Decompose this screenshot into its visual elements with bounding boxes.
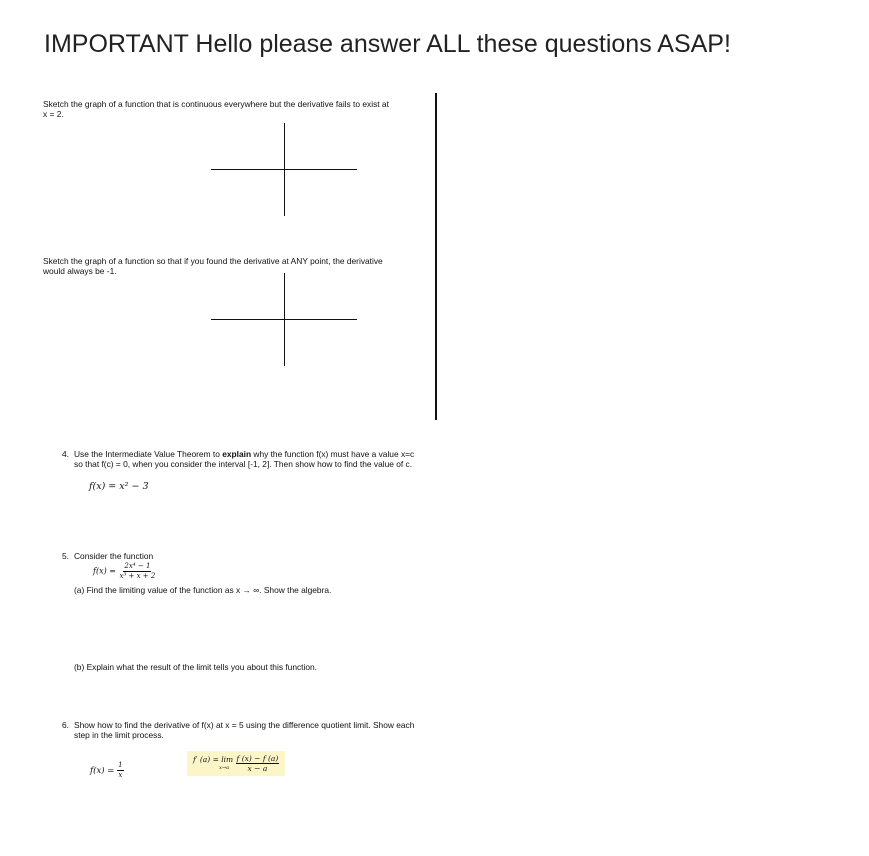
- question-6-denominator: x: [118, 771, 123, 779]
- question-5-part-a: (a) Find the limiting value of the function as x → ∞. Show the algebra.: [74, 585, 332, 595]
- question-2-axes: [211, 273, 357, 366]
- y-axis: [284, 123, 285, 216]
- question-5-formula-lhs: f(x) =: [93, 566, 116, 576]
- question-6-text: [62, 720, 422, 740]
- question-5-part-b: (b) Explain what the result of the limit tells you about this function.: [74, 662, 317, 672]
- question-1-text: [43, 99, 423, 119]
- question-2-line-1: Sketch the graph of a function so that if you found the derivative at ANY point, the derivative: [43, 256, 383, 266]
- derivative-definition-denominator: x − a: [247, 764, 268, 773]
- derivative-definition: [187, 751, 285, 776]
- question-4-line-1-end: why the function f(x) must have a value x=c: [251, 449, 415, 459]
- question-1-line-2: x = 2.: [43, 109, 64, 119]
- question-4-formula: f(x) = x² − 3: [89, 481, 149, 492]
- question-4-bold-word: explain: [222, 449, 252, 459]
- question-5-intro-text: Consider the function: [74, 551, 154, 561]
- question-4-line-1: [62, 449, 422, 459]
- vertical-divider: [435, 93, 437, 420]
- question-1-axes: [211, 123, 357, 216]
- question-6-numerator: 1: [118, 761, 123, 769]
- question-6-line-1-text: Show how to find the derivative of f(x) at x = 5 using the difference quotient limit. Show each: [74, 720, 415, 730]
- question-5-denominator: x³ + x + 2: [119, 572, 156, 580]
- question-5-numerator: 2x⁴ − 1: [124, 562, 151, 570]
- question-4-text: [62, 449, 422, 469]
- question-4-number: 4.: [62, 449, 69, 459]
- derivative-definition-lhs: f′ (a) = lim: [193, 754, 234, 764]
- page-title: IMPORTANT Hello please answer ALL these questions ASAP!: [44, 30, 731, 58]
- question-6-line-1: [62, 720, 422, 730]
- question-6-number: 6.: [62, 720, 69, 730]
- question-4-line-1-start: Use the Intermediate Value Theorem to: [74, 449, 223, 459]
- y-axis: [284, 273, 285, 366]
- question-5-formula: [93, 562, 156, 581]
- question-1-line-1: Sketch the graph of a function that is continuous everywhere but the derivative fails to exist at: [43, 99, 389, 109]
- question-5-number: 5.: [62, 551, 69, 561]
- derivative-definition-limit-subscript: x→a: [219, 764, 230, 771]
- question-5-intro: [62, 551, 153, 561]
- question-4-line-2: so that f(c) = 0, when you consider the interval [-1, 2]. Then show how to find the value of c.: [74, 459, 413, 469]
- question-6-formula-lhs: f(x) =: [90, 766, 115, 776]
- question-2-line-2: would always be -1.: [43, 266, 117, 276]
- derivative-definition-numerator: f (x) − f (a): [236, 754, 279, 763]
- question-6-line-2: step in the limit process.: [74, 730, 164, 740]
- question-6-formula: [90, 761, 124, 780]
